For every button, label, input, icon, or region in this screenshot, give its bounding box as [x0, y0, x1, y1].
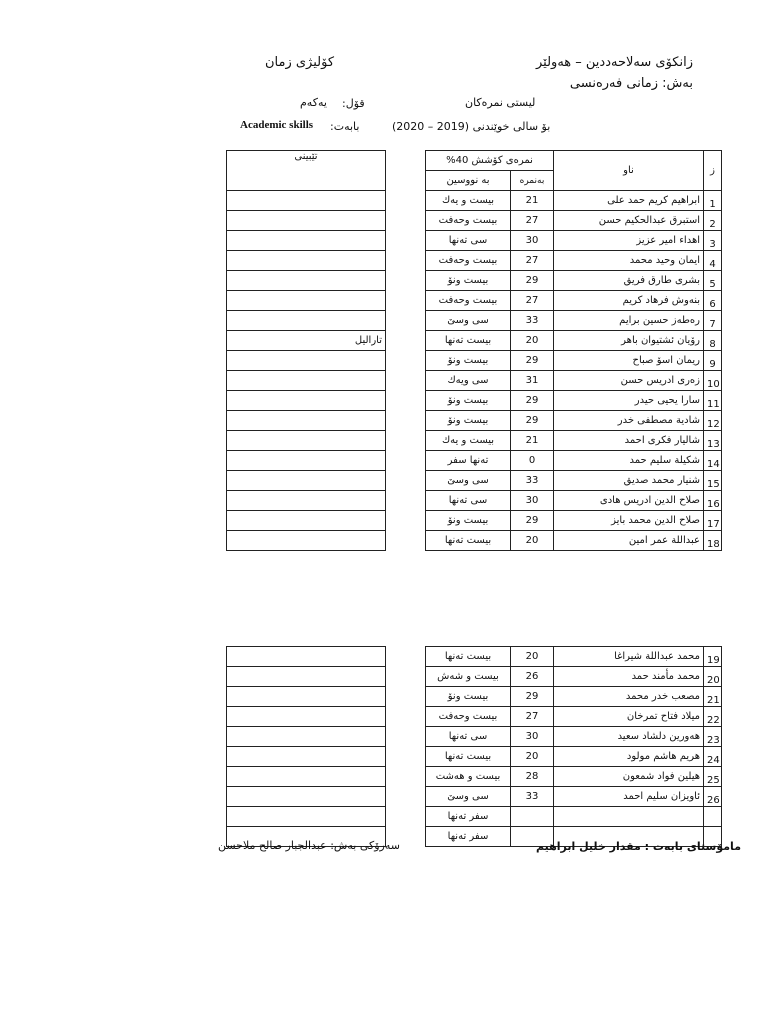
note-cell — [227, 531, 386, 551]
table-row — [426, 331, 722, 351]
note-cell — [227, 231, 386, 251]
grade-words: بیست تەنها — [426, 331, 511, 351]
student-name: صلاح الدین ادریس هادی — [554, 491, 704, 511]
row-index: 25 — [704, 767, 722, 787]
note-cell — [227, 291, 386, 311]
grade-words: بیست و شەش — [426, 667, 511, 687]
row-index: 11 — [704, 391, 722, 411]
grade-number: 31 — [511, 371, 554, 391]
table-row — [426, 311, 722, 331]
grade-words: سی وسێ — [426, 471, 511, 491]
grade-number: 29 — [511, 411, 554, 431]
grade-number: 27 — [511, 211, 554, 231]
student-name: شالیار فكری احمد — [554, 431, 704, 451]
row-index: 4 — [704, 251, 722, 271]
grade-number: 29 — [511, 391, 554, 411]
row-index: 6 — [704, 291, 722, 311]
table-row — [426, 451, 722, 471]
student-name: ابراهیم كریم حمد علی — [554, 191, 704, 211]
grade-number: 29 — [511, 687, 554, 707]
academic-year: بۆ سالی خوێندنی (2019 – 2020) — [392, 120, 551, 133]
grade-number: 21 — [511, 191, 554, 211]
student-name: هیلین فواد شمعون — [554, 767, 704, 787]
grade-number — [511, 807, 554, 827]
table-row — [426, 687, 722, 707]
grade-words: بیست ونۆ — [426, 511, 511, 531]
grade-number: 21 — [511, 431, 554, 451]
row-index: 12 — [704, 411, 722, 431]
student-name: ریمان اسۆ صباح — [554, 351, 704, 371]
grade-number: 20 — [511, 747, 554, 767]
table-row — [426, 391, 722, 411]
grade-words: بیست تەنها — [426, 647, 511, 667]
note-cell — [227, 687, 386, 707]
student-name: عبداللة عمر امین — [554, 531, 704, 551]
row-index: 21 — [704, 687, 722, 707]
grade-words: سی تەنها — [426, 491, 511, 511]
row-index: 7 — [704, 311, 722, 331]
subject-value: Academic skills — [240, 119, 314, 131]
grade-words: بیست وحەفت — [426, 251, 511, 271]
grade-number: 20 — [511, 331, 554, 351]
grade-words: سی وسێ — [426, 311, 511, 331]
note-cell — [227, 787, 386, 807]
note-cell — [227, 371, 386, 391]
row-index: 23 — [704, 727, 722, 747]
note-cell — [227, 391, 386, 411]
row-index: 24 — [704, 747, 722, 767]
grade-words: بیست تەنها — [426, 747, 511, 767]
table-row — [426, 271, 722, 291]
student-name: مصعب خدر محمد — [554, 687, 704, 707]
student-name: صلاح الدین محمد بایز — [554, 511, 704, 531]
student-name: هەورین دلشاد سعید — [554, 727, 704, 747]
row-index: 3 — [704, 231, 722, 251]
grade-words: بیست ونۆ — [426, 391, 511, 411]
grade-words: بیست وحەفت — [426, 291, 511, 311]
grade-words: بیست و یەك — [426, 191, 511, 211]
words-header: بە نووسین — [426, 171, 511, 191]
grade-number: 33 — [511, 787, 554, 807]
grade-number: 0 — [511, 451, 554, 471]
row-index: 10 — [704, 371, 722, 391]
note-cell — [227, 491, 386, 511]
note-cell — [227, 271, 386, 291]
note-cell — [227, 767, 386, 787]
table-row — [426, 531, 722, 551]
note-cell — [227, 667, 386, 687]
row-index: 5 — [704, 271, 722, 291]
note-cell — [227, 807, 386, 827]
table-row — [426, 231, 722, 251]
grade-words: بیست ونۆ — [426, 271, 511, 291]
note-cell — [227, 431, 386, 451]
row-index: 14 — [704, 451, 722, 471]
student-name: زەری ادریس حسن — [554, 371, 704, 391]
subject-label: :بابەت — [330, 120, 360, 133]
grade-number: 29 — [511, 511, 554, 531]
student-name: بشری طارق فریق — [554, 271, 704, 291]
student-name: محمد عبداللة شیراغا — [554, 647, 704, 667]
table-row — [426, 431, 722, 451]
table-row — [426, 211, 722, 231]
grade-number: 30 — [511, 727, 554, 747]
row-index: 18 — [704, 531, 722, 551]
row-index — [704, 807, 722, 827]
grade-number: 28 — [511, 767, 554, 787]
row-index: 13 — [704, 431, 722, 451]
grade-words: بیست ونۆ — [426, 687, 511, 707]
university-title: زانكۆی سەلاحەددین – هەولێر — [535, 55, 693, 70]
grade-words: سی تەنها — [426, 727, 511, 747]
table-row — [426, 191, 722, 211]
table-row — [426, 491, 722, 511]
grade-words: سی تەنها — [426, 231, 511, 251]
grade-group-header: %نمرەی كۆشش 40 — [426, 151, 554, 171]
grade-words: تەنها سفر — [426, 451, 511, 471]
table-row — [426, 787, 722, 807]
grade-number: 20 — [511, 647, 554, 667]
notes-table-2 — [226, 646, 386, 847]
student-name: استبرق عبدالحكیم حسن — [554, 211, 704, 231]
grade-number: 30 — [511, 231, 554, 251]
note-cell — [227, 351, 386, 371]
note-cell — [227, 411, 386, 431]
student-name: شكیلة سلیم حمد — [554, 451, 704, 471]
note-cell — [227, 191, 386, 211]
department-title: بەش: زمانی فەرەنسی — [569, 76, 693, 91]
grade-number: 30 — [511, 491, 554, 511]
index-header: ز — [704, 151, 722, 191]
grade-words: سی وسێ — [426, 787, 511, 807]
student-name: ایمان وحید محمد — [554, 251, 704, 271]
student-name — [554, 807, 704, 827]
row-index: 16 — [704, 491, 722, 511]
grade-words: سفر تەنها — [426, 827, 511, 847]
name-header: ناو — [554, 151, 704, 191]
note-cell — [227, 311, 386, 331]
row-index: 2 — [704, 211, 722, 231]
grade-number: 29 — [511, 271, 554, 291]
table-row — [426, 351, 722, 371]
student-name: بنەوش فرهاد كریم — [554, 291, 704, 311]
student-name: رۆیان ئشتیوان باهر — [554, 331, 704, 351]
table-row — [426, 471, 722, 491]
grades-table-2 — [425, 646, 722, 847]
table-row — [426, 727, 722, 747]
table-row — [426, 747, 722, 767]
table-row — [426, 291, 722, 311]
teacher-signature: مامۆستای بابەت : مقدار خلیل ابراهیم — [536, 840, 741, 853]
note-cell — [227, 471, 386, 491]
grade-number: 20 — [511, 531, 554, 551]
table-row — [426, 807, 722, 827]
table-row — [426, 647, 722, 667]
table-row — [426, 371, 722, 391]
note-cell — [227, 647, 386, 667]
student-name: میلاد فتاح تمرخان — [554, 707, 704, 727]
stage-value: یەكەم — [300, 96, 327, 109]
table-row — [426, 251, 722, 271]
note-cell — [227, 251, 386, 271]
note-cell — [227, 451, 386, 471]
table-row — [426, 707, 722, 727]
student-name: هریم هاشم مولود — [554, 747, 704, 767]
list-title: لیستی نمرەكان — [465, 96, 536, 109]
grade-number: 27 — [511, 251, 554, 271]
note-cell — [227, 707, 386, 727]
grade-words: بیست وحەفت — [426, 211, 511, 231]
table-row — [426, 511, 722, 531]
row-index: 26 — [704, 787, 722, 807]
department-head: سەرۆكی بەش: عبدالجبار صالح ملاحسن — [218, 839, 400, 852]
grade-number: 33 — [511, 311, 554, 331]
note-cell — [227, 727, 386, 747]
row-index: 19 — [704, 647, 722, 667]
grade-number: 29 — [511, 351, 554, 371]
number-header: بەنمرە — [511, 171, 554, 191]
grade-words: سی ویەك — [426, 371, 511, 391]
grade-number: 27 — [511, 291, 554, 311]
row-index: 17 — [704, 511, 722, 531]
note-cell: تارالیل — [227, 331, 386, 351]
student-name: اهداء امیر عزیز — [554, 231, 704, 251]
stage-label: :قۆل — [342, 97, 365, 110]
college-title: كۆلیژی زمان — [265, 55, 335, 70]
grade-number: 27 — [511, 707, 554, 727]
row-index: 22 — [704, 707, 722, 727]
row-index: 8 — [704, 331, 722, 351]
student-name: رەطەز حسین برایم — [554, 311, 704, 331]
table-row — [426, 667, 722, 687]
grade-words: بیست تەنها — [426, 531, 511, 551]
student-name: سارا یحیی حیدر — [554, 391, 704, 411]
table-row — [426, 767, 722, 787]
grade-words: سفر تەنها — [426, 807, 511, 827]
student-name: شادیة مصطفی خدر — [554, 411, 704, 431]
row-index: 20 — [704, 667, 722, 687]
student-name: محمد مأمند حمد — [554, 667, 704, 687]
grades-table-1 — [425, 150, 722, 551]
grade-number: 33 — [511, 471, 554, 491]
grade-words: بیست وحەفت — [426, 707, 511, 727]
notes-header: تێبینی — [227, 151, 386, 191]
row-index: 9 — [704, 351, 722, 371]
table-row — [426, 411, 722, 431]
notes-table-1 — [226, 150, 386, 551]
grade-words: بیست ونۆ — [426, 411, 511, 431]
grade-words: بیست و یەك — [426, 431, 511, 451]
row-index: 1 — [704, 191, 722, 211]
note-cell — [227, 511, 386, 531]
student-name: شنیار محمد صدیق — [554, 471, 704, 491]
note-cell — [227, 211, 386, 231]
grade-words: بیست و هەشت — [426, 767, 511, 787]
grade-number: 26 — [511, 667, 554, 687]
row-index: 15 — [704, 471, 722, 491]
student-name: ئاویزان سلیم احمد — [554, 787, 704, 807]
note-cell — [227, 747, 386, 767]
grade-words: بیست ونۆ — [426, 351, 511, 371]
